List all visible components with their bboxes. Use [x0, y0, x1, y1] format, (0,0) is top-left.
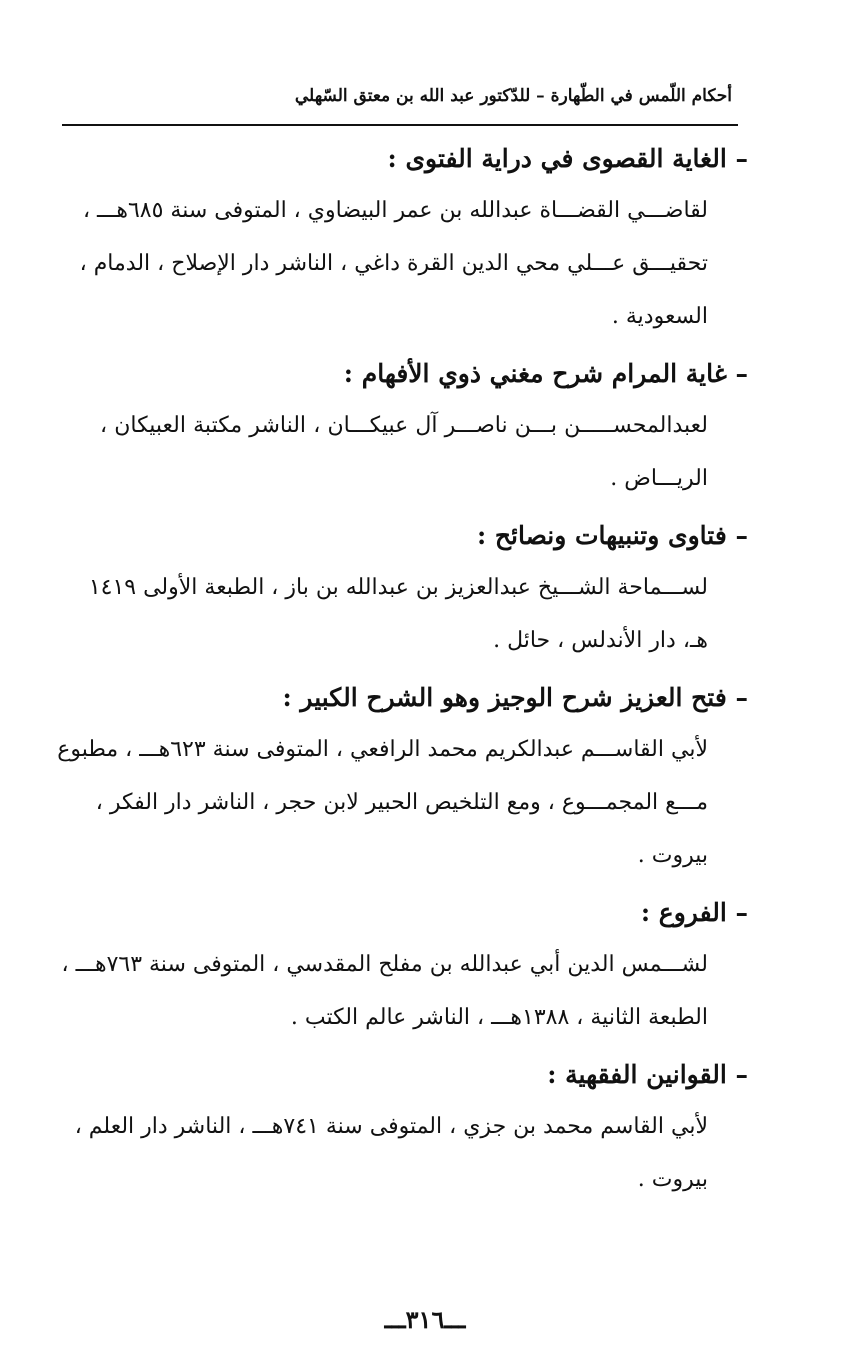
- entry-line: لأبي القاسم محمد بن جزي ، المتوفى سنة ٧٤١هـــ ، الناشر دار العلم ،: [74, 1114, 708, 1139]
- running-header: أحكام اللّمس في الطّهارة – للدّكتور عبد الله بن معتق السّهلي: [294, 86, 732, 106]
- entry-body: [100, 399, 748, 511]
- entry-line: بيروت .: [637, 1167, 708, 1192]
- bibliography-entry: [61, 888, 748, 1050]
- entry-title: – الفروع :: [640, 898, 748, 927]
- entry-body: [88, 561, 748, 673]
- bibliography-entry: [79, 134, 748, 349]
- entry-title: – الغاية القصوى في دراية الفتوى :: [387, 144, 748, 173]
- bibliography-entry: [88, 511, 748, 673]
- entry-line: الريـــاض .: [610, 466, 708, 491]
- entry-body: [74, 1100, 748, 1212]
- entry-line: الطبعة الثانية ، ١٣٨٨هـــ ، الناشر عالم الكتب .: [290, 1005, 708, 1030]
- entry-title: – غاية المرام شرح مغني ذوي الأفهام :: [343, 359, 748, 388]
- entry-line: لشـــمس الدين أبي عبدالله بن مفلح المقدسي ، المتوفى سنة ٧٦٣هـــ ،: [61, 952, 708, 977]
- entry-line: تحقيـــق عـــلي محي الدين القرة داغي ، الناشر دار الإصلاح ، الدمام ،: [79, 251, 708, 276]
- entry-title: – فتح العزيز شرح الوجيز وهو الشرح الكبير :: [282, 683, 748, 712]
- bibliography-entry: [74, 1050, 748, 1212]
- entry-line: لقاضـــي القضـــاة عبدالله بن عمر البيضاوي ، المتوفى سنة ٦٨٥هـــ ،: [82, 198, 708, 223]
- bibliography-entry: [100, 349, 748, 511]
- entry-line: لأبي القاســـم عبدالكريم محمد الرافعي ، المتوفى سنة ٦٢٣هـــ ، مطبوع: [57, 737, 708, 762]
- entry-line: هـ، دار الأندلس ، حائل .: [493, 628, 708, 653]
- bibliography-list: [57, 134, 748, 1212]
- entry-body: [79, 184, 748, 349]
- entry-body: [61, 938, 748, 1050]
- entry-line: مـــع المجمـــوع ، ومع التلخيص الحبير لابن حجر ، الناشر دار الفكر ،: [95, 790, 708, 815]
- entry-line: بيروت .: [637, 843, 708, 868]
- entry-line: السعودية .: [611, 304, 708, 329]
- header-rule: [62, 124, 738, 126]
- entry-line: لســـماحة الشـــيخ عبدالعزيز بن عبدالله بن باز ، الطبعة الأولى ١٤١٩: [88, 575, 708, 600]
- entry-title: – فتاوى وتنبيهات ونصائح :: [476, 521, 748, 550]
- entry-body: [57, 723, 748, 888]
- entry-line: لعبدالمحســـــن بـــن ناصـــر آل عبيكـــان ، الناشر مكتبة العبيكان ،: [100, 413, 708, 438]
- bibliography-entry: [57, 673, 748, 888]
- entry-title: – القوانين الفقهية :: [547, 1060, 748, 1089]
- page-number: ـــ٣١٦ـــ: [384, 1305, 466, 1334]
